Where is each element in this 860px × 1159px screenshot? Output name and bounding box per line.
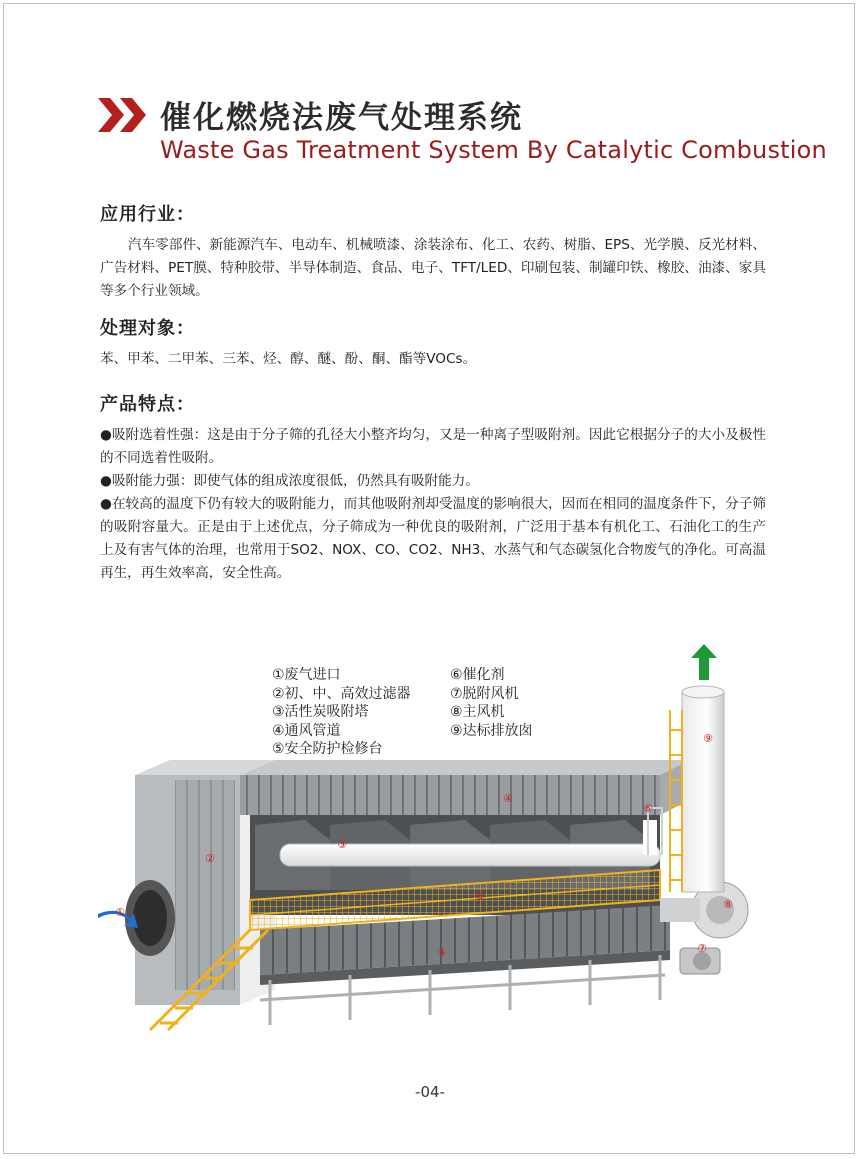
legend-item: ⑨达标排放囱: [450, 722, 533, 739]
legend-item: ⑧主风机: [450, 704, 505, 720]
marker-5: ⑤: [475, 890, 485, 903]
equipment-diagram: [90, 630, 770, 1040]
section-industry: [100, 200, 766, 303]
marker-1: ①: [115, 906, 125, 919]
feature-bullet: ●吸附选着性强：这是由于分子筛的孔径大小整齐均匀，又是一种离子型吸附剂。因此它根据分子的大小及极性的不同选着性吸附。: [100, 427, 766, 466]
legend-item: ⑥催化剂: [450, 667, 505, 683]
section-heading: 应用行业：: [100, 204, 195, 225]
feature-bullet: ●在较高的温度下仍有较大的吸附能力，而其他吸附剂却受温度的影响很大，因而在相同的温度条件下，分子筛的吸附容量大。正是由于上述优点，分子筛成为一种优良的吸附剂，广泛用于基本有机化工、石油化工的生产上及有害气体的治理，也常用于SO2、NOX、CO、CO2、NH3、水蒸气和气态碳氢化合物废气的净化。可高温再生，再生效率高，安全性高。: [100, 496, 766, 581]
top-duct: [240, 760, 690, 815]
legend-item: ④通风管道: [272, 722, 341, 739]
marker-2: ②: [205, 852, 215, 865]
section-heading: 处理对象：: [100, 318, 195, 339]
section-targets: [100, 314, 766, 371]
legend-item: ②初、中、高效过滤器: [272, 685, 411, 702]
legend-item: ⑦脱附风机: [450, 685, 519, 702]
marker-4-bottom: ④: [437, 946, 447, 959]
feature-bullet: ●吸附能力强：即使气体的组成浓度很低，仍然具有吸附能力。: [100, 473, 479, 489]
exhaust-arrow-icon: [691, 644, 717, 680]
page-subtitle-english: Waste Gas Treatment System By Catalytic Combustion: [160, 136, 827, 164]
page-title: 催化燃烧法废气处理系统: [160, 100, 523, 136]
marker-7: ⑦: [697, 942, 707, 955]
section-text: 苯、甲苯、二甲苯、三苯、烃、醇、醚、酚、酮、酯等VOCs。: [100, 351, 477, 367]
marker-3: ③: [337, 838, 347, 851]
legend-item: ⑤安全防护检修台: [272, 741, 383, 757]
marker-9: ⑨: [703, 732, 713, 745]
marker-6: ⑥: [643, 802, 653, 815]
page-number: -04-: [415, 1083, 445, 1101]
legend-item: ③活性炭吸附塔: [272, 704, 369, 720]
double-chevron-icon: [98, 98, 150, 132]
section-features: [100, 390, 766, 585]
legend-item: ①废气进口: [272, 667, 341, 683]
section-heading: 产品特点：: [100, 394, 195, 415]
marker-8: ⑧: [723, 898, 733, 911]
section-text: 汽车零部件、新能源汽车、电动车、机械喷漆、涂装涂布、化工、农药、树脂、EPS、光学膜、反光材料、广告材料、PET膜、特种胶带、半导体制造、食品、电子、TFT/LED、印刷包装、制罐印铁、橡胶、油漆、家具等多个行业领域。: [100, 237, 766, 299]
marker-4-top: ④: [503, 792, 513, 805]
